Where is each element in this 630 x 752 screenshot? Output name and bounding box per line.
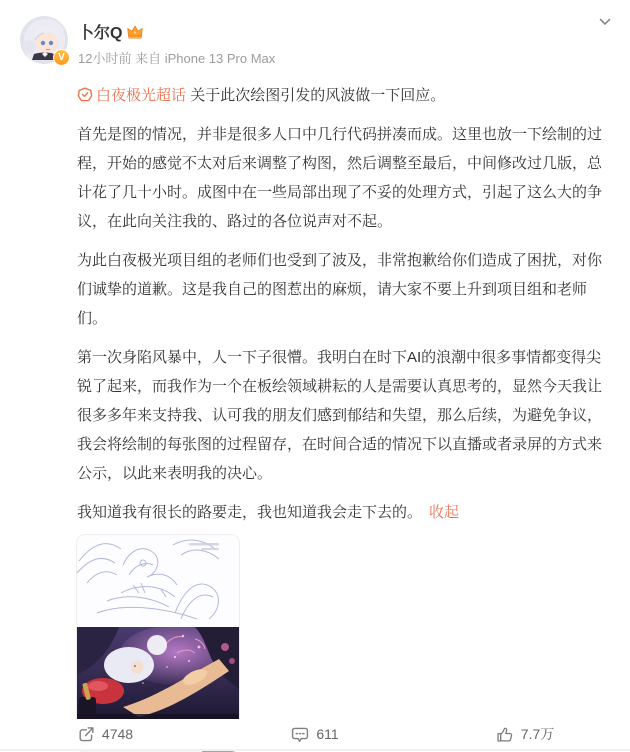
post-content — [0, 67, 630, 752]
post-source: 来自 iPhone 13 Pro Max — [135, 51, 276, 66]
sketch-section — [77, 535, 239, 625]
post-header — [0, 0, 630, 67]
paragraph-text: 我知道我有很长的路要走，我也知道我会走下去的。 — [77, 504, 423, 521]
paragraph: 首先是图的情况，并非是很多人口中几行代码拼凑而成。这里也放一下绘制的过程，开始的感觉不太对后来调整了构图，然后调整至最后，中间修改过几版，总计花了几十小时。成图中在一些局部出现了不妥的处理方式，引起了这么大的争议，在此向关注我的、路过的各位说声对不起。 — [77, 126, 603, 230]
like-count: 7.7万 — [520, 726, 555, 742]
paragraph: 第一次身陷风暴中，人一下子很懵。我明白在时下AI的浪潮中很多事情都变得尖锐了起来，而我作为一个在板绘领域耕耘的人是需要认真思考的，显然今天我让很多多年来支持我、认可我的朋友们感到郁结和失望，那么后续，为避免争议，我会将绘制的每张图的过程留存，在时间合适的情况下以直播或者录屏的方式来公示，以此来表明我的决心。 — [77, 349, 603, 482]
collapse-link[interactable]: 收起 — [429, 504, 460, 521]
timestamp: 12小时前 — [78, 51, 132, 66]
intro-text: 关于此次绘图引发的风波做一下回应。 — [190, 87, 446, 104]
repost-button[interactable] — [0, 719, 210, 749]
post-meta — [78, 48, 275, 67]
action-bar — [0, 719, 630, 749]
chevron-down-icon[interactable] — [597, 14, 613, 30]
like-button[interactable] — [420, 719, 630, 749]
comment-icon — [291, 726, 309, 743]
comment-button[interactable] — [210, 719, 420, 749]
colored-section — [77, 627, 239, 721]
username[interactable]: 卜尔Q — [78, 25, 123, 42]
like-icon — [496, 726, 514, 743]
paragraph-last — [77, 498, 609, 527]
supertopic-link[interactable] — [77, 87, 190, 104]
vip-crown-icon — [127, 25, 143, 39]
avatar[interactable] — [20, 16, 68, 64]
comment-count: 611 — [316, 726, 339, 742]
repost-icon — [77, 726, 95, 743]
verified-v-icon: V — [53, 49, 70, 66]
supertopic-badge-icon — [77, 87, 93, 103]
paragraph: 为此白夜极光项目组的老师们也受到了波及，非常抱歉给你们造成了困扰，对你们诚挚的道歉。这是我自己的图惹出的麻烦，请大家不要上升到项目组和老师们。 — [77, 252, 603, 327]
repost-count: 4748 — [101, 726, 134, 742]
supertopic-label: 白夜极光超话 — [96, 87, 187, 104]
